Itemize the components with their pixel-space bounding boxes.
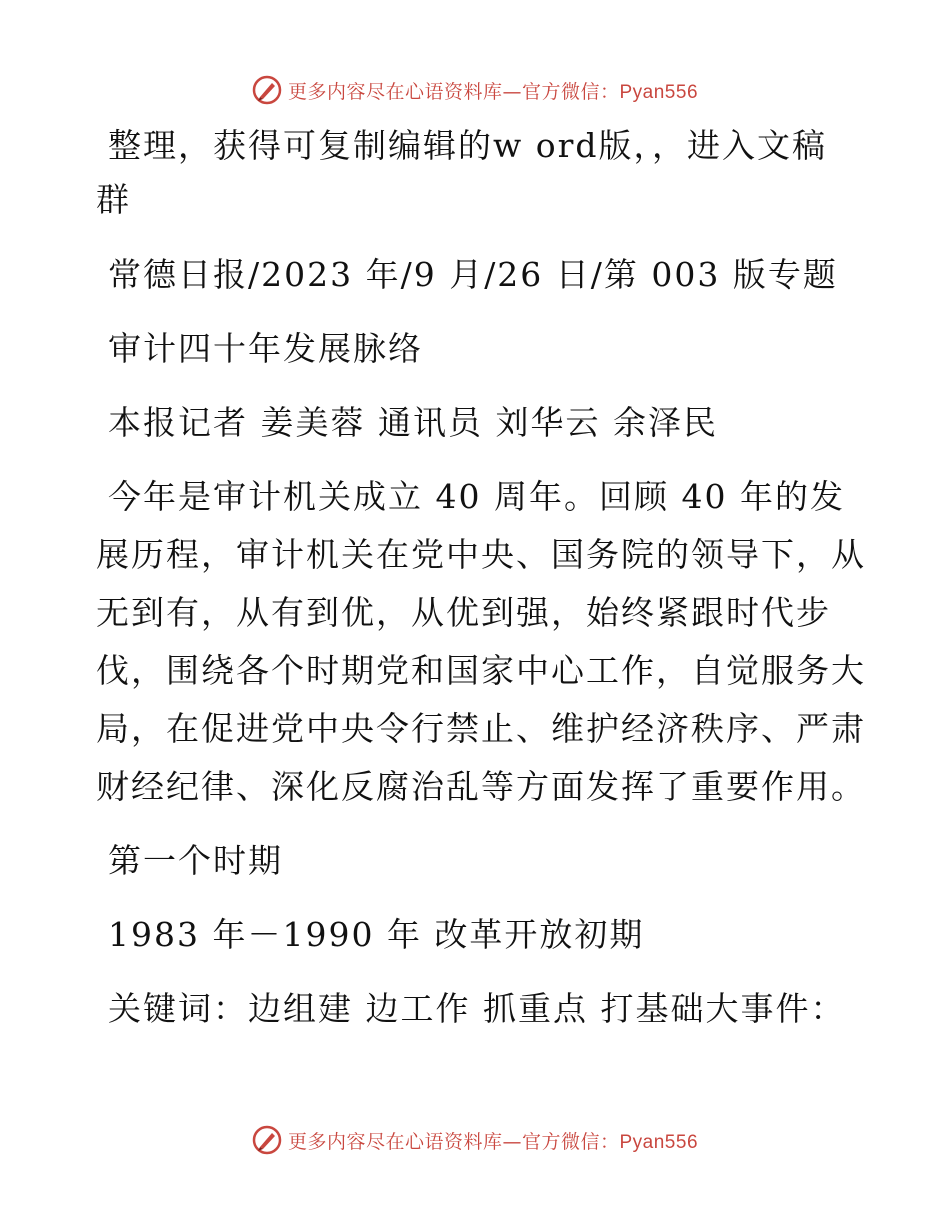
headline: 审计四十年发展脉络 [108, 329, 423, 368]
footer-watermark [0, 1120, 950, 1160]
source-line: 常德日报/2023 年/9 月/26 日/第 003 版专题 [108, 255, 838, 294]
pen-logo-icon [252, 1125, 282, 1155]
pen-logo-icon [252, 75, 282, 105]
watermark-id: Pyan556 [619, 1131, 699, 1153]
intro-line-1: 整理，获得可复制编辑的w ord版，，进入文稿 [108, 126, 828, 165]
paragraph-line: 展历程，审计机关在党中央、国务院的领导下，从 [96, 535, 866, 574]
watermark-text: 更多内容尽在心语资料库—官方微信：Pyan556 [287, 80, 699, 103]
paragraph-line: 财经纪律、深化反腐治乱等方面发挥了重要作用。 [96, 767, 866, 806]
paragraph-line: 局，在促进党中央令行禁止、维护经济秩序、严肃 [96, 709, 866, 748]
paragraph-line: 伐，围绕各个时期党和国家中心工作，自觉服务大 [96, 651, 866, 690]
intro-line-2: 群 [96, 180, 131, 219]
watermark-text: 更多内容尽在心语资料库—官方微信：Pyan556 [287, 1130, 699, 1153]
paragraph-line: 无到有，从有到优，从优到强，始终紧跟时代步 [96, 593, 831, 632]
document-body [96, 120, 866, 1054]
intro-paragraph [96, 468, 866, 816]
header-watermark [0, 70, 950, 110]
byline: 本报记者 姜美蓉 通讯员 刘华云 余泽民 [108, 403, 718, 442]
watermark-id: Pyan556 [619, 81, 699, 103]
paragraph-line: 今年是审计机关成立 40 周年。回顾 40 年的发 [108, 477, 845, 516]
period-heading: 第一个时期 [108, 841, 283, 880]
keywords-line: 关键词：边组建 边工作 抓重点 打基础大事件： [108, 989, 846, 1028]
years-line: 1983 年－1990 年 改革开放初期 [108, 915, 645, 954]
